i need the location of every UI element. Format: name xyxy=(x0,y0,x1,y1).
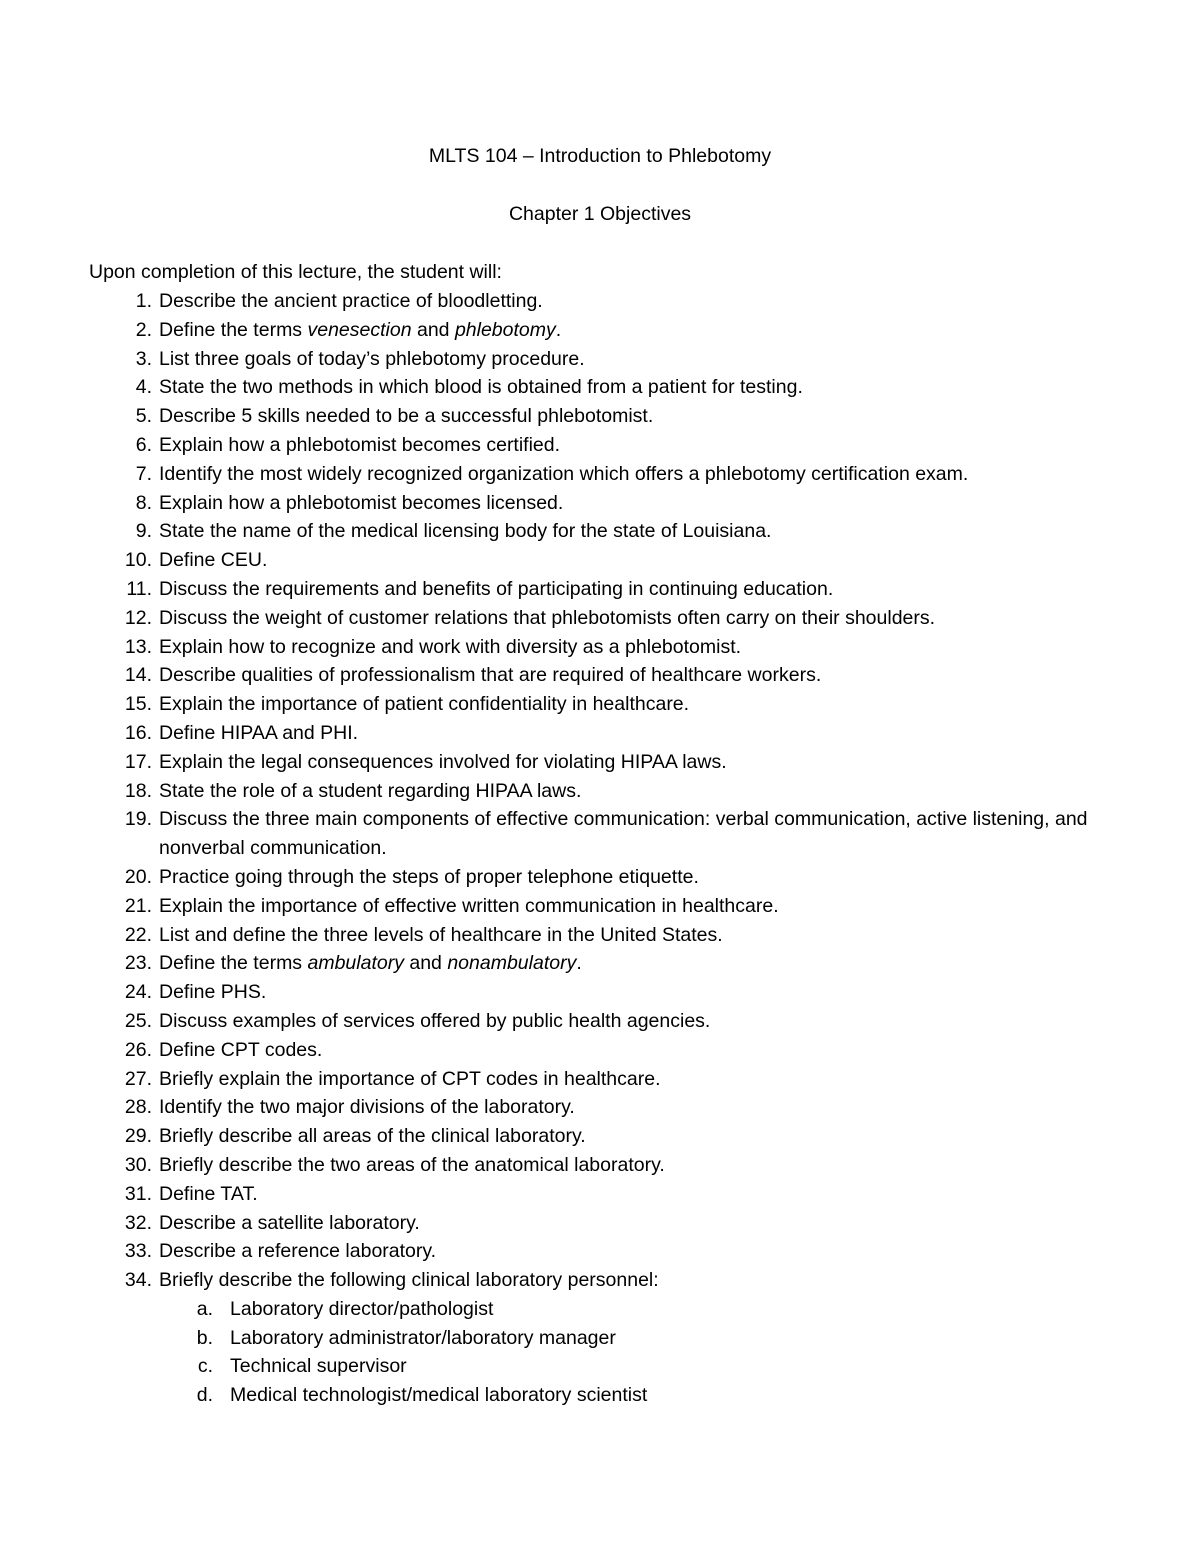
objective-text: Explain the legal consequences involved for violating HIPAA laws. xyxy=(159,750,727,773)
objective-text: Explain the importance of patient confidentiality in healthcare. xyxy=(159,693,690,716)
objective-item xyxy=(0,1065,1200,1094)
objective-number: 5. xyxy=(135,405,152,428)
sub-item-text: Medical technologist/medical laboratory scientist xyxy=(230,1384,648,1407)
objective-item xyxy=(0,921,1200,950)
objective-text: State the name of the medical licensing body for the state of Louisiana. xyxy=(159,520,772,543)
objective-number: 19. xyxy=(124,808,152,831)
objective-number: 6. xyxy=(135,433,152,456)
objective-item xyxy=(0,1036,1200,1065)
objective-number: 30. xyxy=(124,1153,152,1176)
objective-item xyxy=(0,661,1200,690)
sub-item-letter: d. xyxy=(196,1384,213,1407)
objective-text-pre: Define the terms xyxy=(159,952,308,975)
sub-item-text: Technical supervisor xyxy=(230,1355,407,1378)
objective-number: 18. xyxy=(124,779,152,802)
objective-number: 7. xyxy=(135,462,152,485)
objective-number: 14. xyxy=(124,664,152,687)
objective-item xyxy=(0,1151,1200,1180)
objective-text-post: . xyxy=(555,318,562,341)
objective-text-pre: Define the terms xyxy=(159,318,308,341)
objective-text: Discuss the requirements and benefits of participating in continuing education. xyxy=(159,577,834,600)
objective-text: Describe 5 skills needed to be a successful phlebotomist. xyxy=(159,405,654,428)
objective-number: 22. xyxy=(124,923,152,946)
objective-text-mid: and xyxy=(411,318,455,341)
objective-number: 24. xyxy=(124,981,152,1004)
sub-item-text: Laboratory director/pathologist xyxy=(230,1297,494,1320)
objective-text: Identify the two major divisions of the laboratory. xyxy=(159,1096,575,1119)
objective-item xyxy=(0,460,1200,489)
objective-number: 17. xyxy=(124,750,152,773)
objective-text: List three goals of today’s phlebotomy procedure. xyxy=(159,347,585,370)
objective-item xyxy=(0,604,1200,633)
objective-item xyxy=(0,373,1200,402)
objective-text: Define PHS. xyxy=(159,981,267,1004)
objective-term-phlebotomy: phlebotomy xyxy=(454,318,556,341)
personnel-sublist xyxy=(159,1295,1100,1410)
objective-item xyxy=(0,1209,1200,1238)
objective-item xyxy=(0,1180,1200,1209)
objective-text: Define CPT codes. xyxy=(159,1038,323,1061)
objective-text: Describe qualities of professionalism that are required of healthcare workers. xyxy=(159,664,822,687)
objective-number: 3. xyxy=(135,347,152,370)
objective-text: Explain how a phlebotomist becomes certified. xyxy=(159,433,561,456)
objective-number: 21. xyxy=(124,894,152,917)
sub-item xyxy=(159,1295,1100,1324)
objective-item xyxy=(0,402,1200,431)
objective-number: 1. xyxy=(135,290,152,312)
objective-text: State the two methods in which blood is obtained from a patient for testing. xyxy=(159,376,803,399)
objective-text: Discuss the weight of customer relations that phlebotomists often carry on their shoulders. xyxy=(159,606,936,629)
objective-term-ambulatory: ambulatory xyxy=(307,952,404,975)
objective-text: Discuss the three main components of effective communication: verbal communication, active listening, and nonverbal communication. xyxy=(159,808,1088,860)
objective-item xyxy=(0,546,1200,575)
objective-number: 25. xyxy=(124,1009,152,1032)
objective-text: Define HIPAA and PHI. xyxy=(159,721,359,744)
page-subtitle: Chapter 1 Objectives xyxy=(508,203,692,225)
sub-item xyxy=(159,1324,1100,1353)
objective-item xyxy=(0,489,1200,518)
objective-text-post: . xyxy=(576,952,582,975)
objective-number: 8. xyxy=(135,491,152,514)
objective-text: Explain how to recognize and work with diversity as a phlebotomist. xyxy=(159,635,742,658)
objective-number: 12. xyxy=(124,606,152,629)
objective-number: 31. xyxy=(124,1182,152,1205)
objective-item xyxy=(0,863,1200,892)
sub-item-letter: a. xyxy=(196,1297,213,1320)
intro-text: Upon completion of this lecture, the student will: xyxy=(89,261,502,283)
objective-text: Explain the importance of effective written communication in healthcare. xyxy=(159,894,779,917)
objective-item xyxy=(0,287,1200,316)
objective-number: 29. xyxy=(124,1125,152,1148)
objective-item xyxy=(0,575,1200,604)
objective-number: 26. xyxy=(124,1038,152,1061)
sub-item-letter: b. xyxy=(196,1326,213,1349)
objective-text: Define TAT. xyxy=(159,1182,258,1205)
objective-number: 28. xyxy=(124,1096,152,1119)
objective-item xyxy=(0,1093,1200,1122)
objective-number: 11. xyxy=(126,577,152,600)
objective-text: Identify the most widely recognized organization which offers a phlebotomy certification exam. xyxy=(159,462,969,485)
sub-item xyxy=(159,1381,1100,1410)
objective-number: 33. xyxy=(124,1240,152,1263)
objective-item xyxy=(0,431,1200,460)
objective-text-mid: and xyxy=(403,952,448,975)
objective-text: Describe a satellite laboratory. xyxy=(159,1211,420,1234)
objective-item xyxy=(0,719,1200,748)
objective-item xyxy=(0,517,1200,546)
objective-item xyxy=(0,805,1200,863)
objective-number: 27. xyxy=(124,1067,152,1090)
objective-number: 13. xyxy=(124,635,152,658)
objective-text: Briefly describe the following clinical laboratory personnel: xyxy=(159,1269,659,1292)
objective-item xyxy=(0,748,1200,777)
objective-text: Briefly explain the importance of CPT codes in healthcare. xyxy=(159,1067,661,1090)
objective-text: Describe a reference laboratory. xyxy=(159,1240,437,1263)
objective-text: List and define the three levels of healthcare in the United States. xyxy=(159,923,723,946)
objective-number: 10. xyxy=(124,549,152,572)
objective-number: 2. xyxy=(135,318,152,341)
objective-text: Briefly describe the two areas of the anatomical laboratory. xyxy=(159,1153,665,1176)
objective-text: Practice going through the steps of proper telephone etiquette. xyxy=(159,865,699,888)
objective-term-venesection: venesection xyxy=(307,318,412,341)
objective-number: 15. xyxy=(124,693,152,716)
objective-text: State the role of a student regarding HIPAA laws. xyxy=(159,779,582,802)
objectives-list xyxy=(0,287,1200,1410)
objective-number: 9. xyxy=(135,520,152,543)
objective-item xyxy=(0,978,1200,1007)
objective-text: Briefly describe all areas of the clinical laboratory. xyxy=(159,1125,586,1148)
objective-number: 23. xyxy=(124,952,152,975)
objective-item xyxy=(0,1266,1200,1410)
objective-item xyxy=(0,690,1200,719)
page-title: MLTS 104 – Introduction to Phlebotomy xyxy=(428,145,772,167)
objective-text: Explain how a phlebotomist becomes licensed. xyxy=(159,491,564,514)
objective-item xyxy=(0,1237,1200,1266)
objective-number: 32. xyxy=(124,1211,152,1234)
objective-number: 20. xyxy=(124,865,152,888)
sub-item-text: Laboratory administrator/laboratory manager xyxy=(230,1326,616,1349)
objective-number: 34. xyxy=(124,1269,152,1292)
objective-item xyxy=(0,892,1200,921)
objective-item xyxy=(0,1122,1200,1151)
sub-item xyxy=(159,1352,1100,1381)
objective-text: Describe the ancient practice of bloodletting. xyxy=(159,290,543,312)
objective-item xyxy=(0,949,1200,978)
objective-item xyxy=(0,316,1200,345)
objective-item xyxy=(0,777,1200,806)
objective-text: Define CEU. xyxy=(159,549,268,572)
objective-item xyxy=(0,633,1200,662)
objective-item xyxy=(0,345,1200,374)
objective-text: Discuss examples of services offered by public health agencies. xyxy=(159,1009,711,1032)
objective-number: 4. xyxy=(135,376,152,399)
objective-item xyxy=(0,1007,1200,1036)
objective-term-nonambulatory: nonambulatory xyxy=(447,952,577,975)
objective-number: 16. xyxy=(124,721,152,744)
sub-item-letter: c. xyxy=(197,1355,213,1378)
